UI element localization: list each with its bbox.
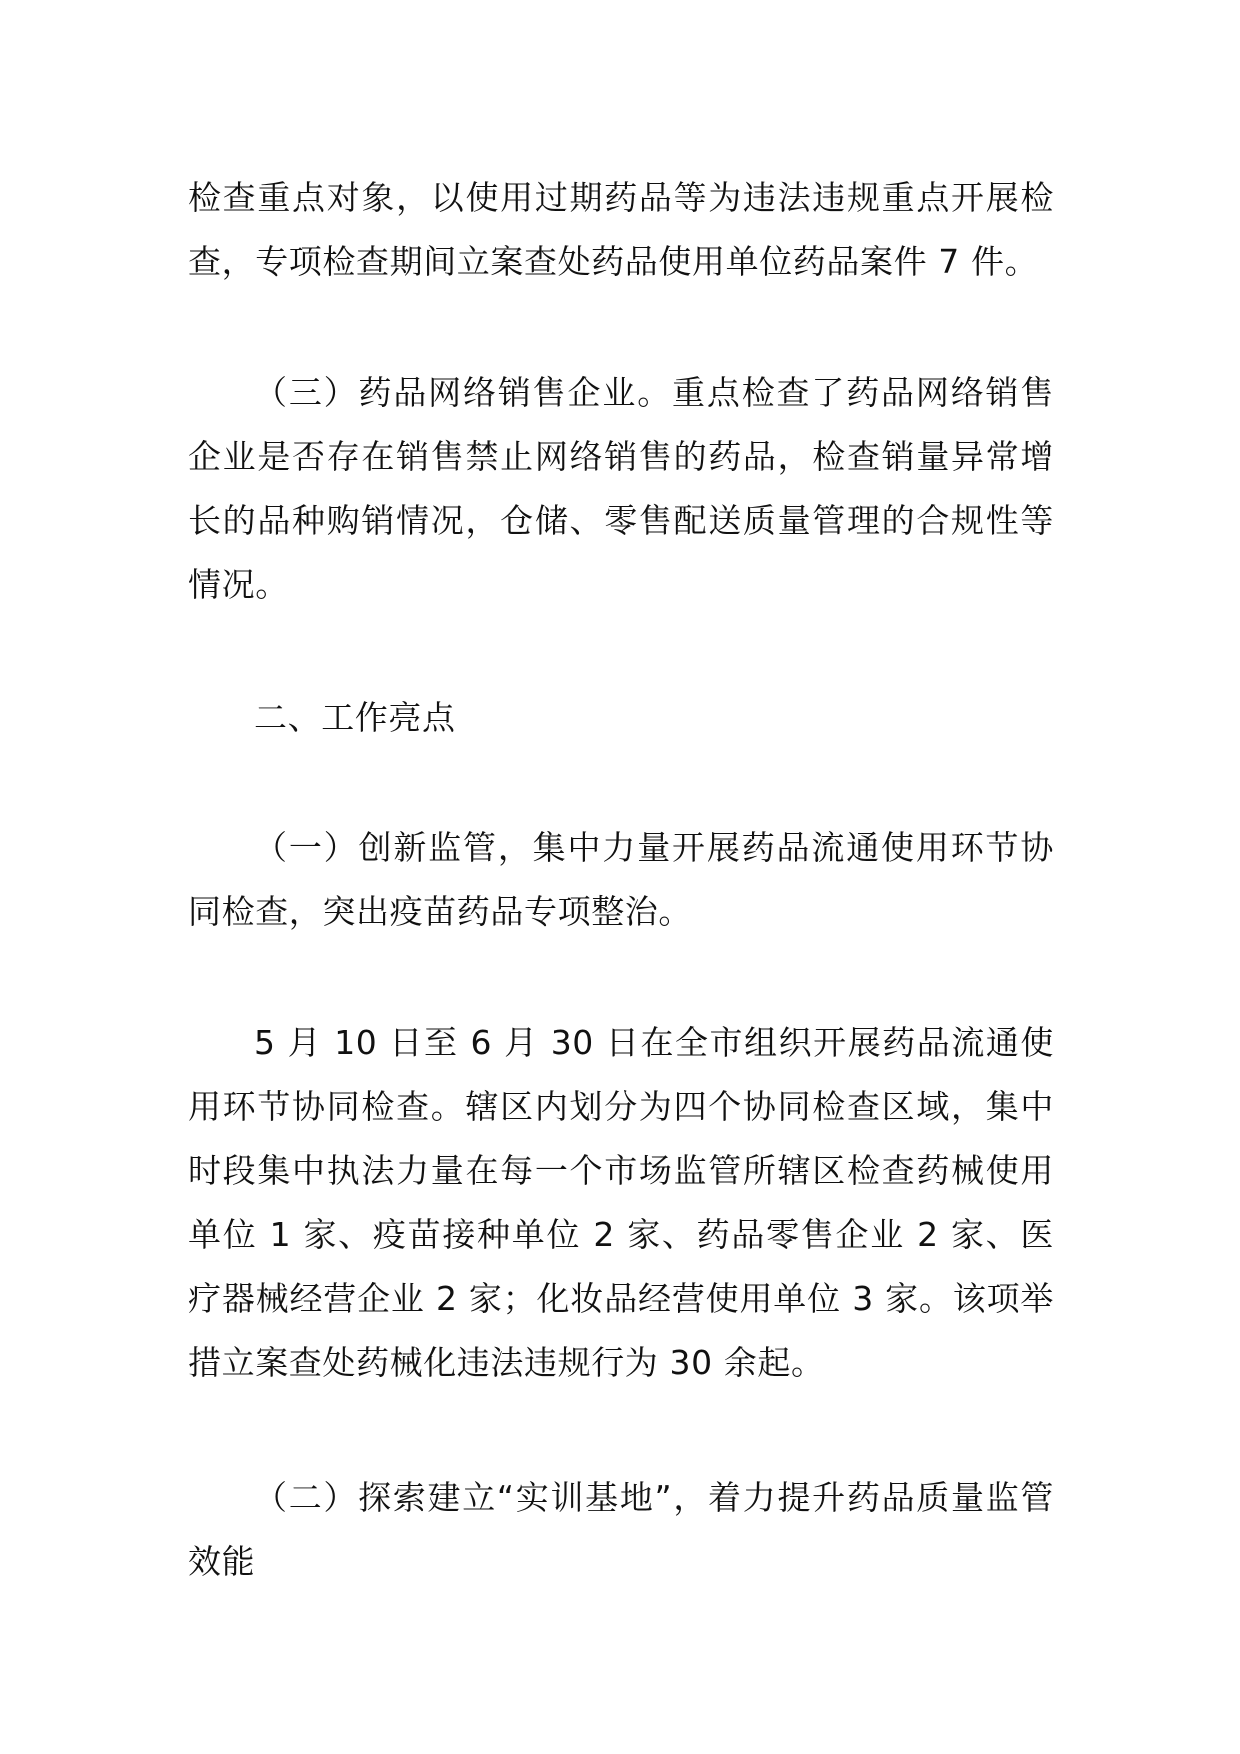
paragraph-innovation-heading: （一）创新监管，集中力量开展药品流通使用环节协同检查，突出疫苗药品专项整治。 <box>188 828 1054 931</box>
paragraph-joint-inspection: 5 月 10 日至 6 月 30 日在全市组织开展药品流通使用环节协同检查。辖区内划分为四个协同检查区域，集中时段集中执法力量在每一个市场监管所辖区检查药械使用单位 1 家、疫苗接种单位 2 家、药品零售企业 2 家、医疗器械经营企业 2 家；化妆品经营使用单位 3 家。该项举措立案查处药械化违法违规行为 30 余起。 <box>188 1023 1054 1382</box>
paragraph-training-base-heading: （二）探索建立“实训基地”，着力提升药品质量监管效能 <box>188 1478 1054 1581</box>
paragraph-continuation: 检查重点对象，以使用过期药品等为违法违规重点开展检查，专项检查期间立案查处药品使用单位药品案件 7 件。 <box>188 178 1054 281</box>
paragraph-online-sales: （三）药品网络销售企业。重点检查了药品网络销售企业是否存在销售禁止网络销售的药品，检查销量异常增长的品种购销情况，仓储、零售配送质量管理的合规性等情况。 <box>188 373 1054 604</box>
section-heading-highlights: 二、工作亮点 <box>254 698 456 737</box>
